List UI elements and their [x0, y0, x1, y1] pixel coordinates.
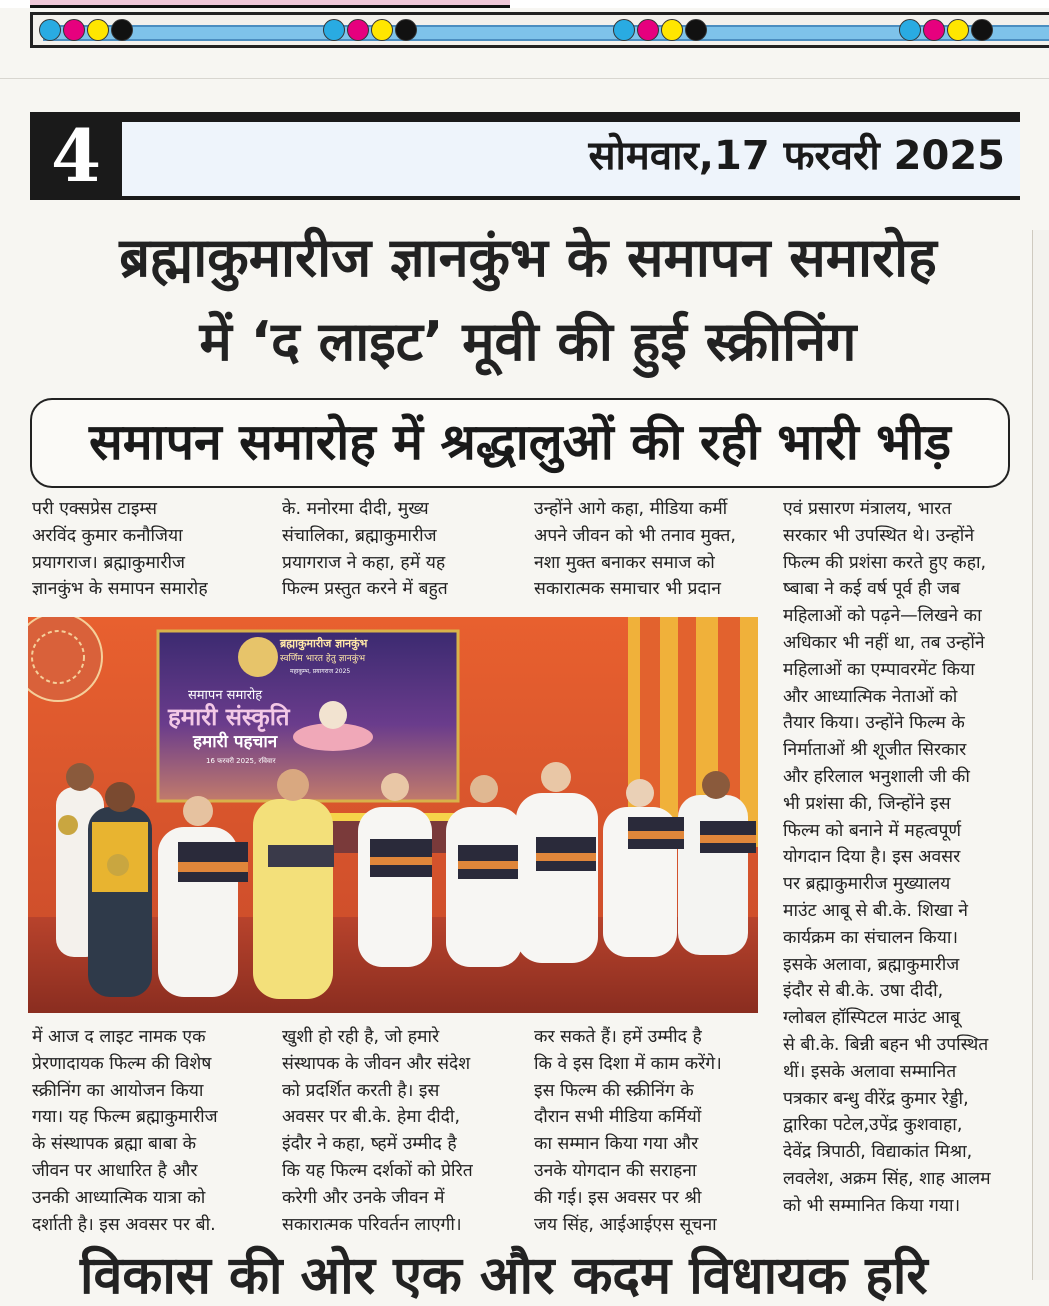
banner-date: 16 फरवरी 2025, रविवार	[206, 757, 276, 765]
text-line: और आध्यात्मिक नेताओं को	[783, 686, 958, 707]
text-line: दर्शाती है। इस अवसर पर बी.	[32, 1214, 216, 1235]
text-line: जीवन पर आधारित है और	[32, 1160, 198, 1181]
article-col3-top	[534, 496, 764, 603]
article-col2-top	[282, 496, 510, 603]
cmyk-dots	[39, 19, 133, 41]
banner-top-text-2: स्वर्णिम भारत हेतु ज्ञानकुंभ	[280, 654, 366, 664]
text-line: सरकार भी उपस्थित थे। उन्होंने	[783, 525, 975, 546]
text-line: तैयार किया। उन्होंने फिल्म के	[783, 713, 965, 734]
text-line: ष्बाबा ने कई वर्ष पूर्व ही जब	[783, 579, 961, 600]
text-line: की गई। इस अवसर पर श्री	[534, 1187, 702, 1208]
text-line: स्क्रीनिंग का आयोजन किया	[32, 1080, 204, 1101]
top-strip	[0, 0, 1049, 8]
text-line: प्रेरणादायक फिल्म की विशेष	[32, 1053, 212, 1074]
text-line: करेगी और उनके जीवन में	[282, 1187, 445, 1208]
cmyk-dots	[899, 19, 993, 41]
text-line: भी प्रशंसा की, जिन्होंने इस	[783, 793, 951, 814]
adjacent-page-edge	[1032, 230, 1049, 1280]
article-col3-bottom	[534, 1024, 764, 1238]
banner-top-text: ब्रह्माकुमारीज ज्ञानकुंभ	[280, 637, 368, 650]
text-line: देवेंद्र त्रिपाठी, विद्याकांत मिश्रा,	[783, 1142, 973, 1163]
text-line: को प्रदर्शित करती है। इस	[282, 1080, 440, 1101]
text-line: संचालिका, ब्रह्माकुमारीज	[282, 525, 437, 546]
headline-line-2: में ‘द लाइट’ मूवी की हुई स्क्रीनिंग	[199, 310, 857, 373]
text-line: इंदौर ने कहा, ष्हमें उम्मीद है	[282, 1134, 457, 1155]
text-line: एवं प्रसारण मंत्रालय, भारत	[783, 499, 952, 519]
text-line: जय सिंह, आईआईएस सूचना	[534, 1214, 717, 1235]
event-photo-illustration	[28, 617, 758, 1013]
text-line: से बी.के. बिन्नी बहन भी उपस्थित	[783, 1034, 989, 1055]
text-line: प्रयागराज। ब्रह्माकुमारीज	[32, 552, 186, 573]
text-line: पर ब्रह्माकुमारीज मुख्यालय	[783, 874, 951, 895]
banner-subtitle: हमारी पहचान	[193, 732, 278, 752]
text-line: कर सकते हैं। हमें उम्मीद है	[534, 1027, 702, 1047]
text-line: संस्थापक के जीवन और संदेश	[282, 1053, 471, 1074]
text-line: दौरान सभी मीडिया कर्मियों	[534, 1107, 702, 1128]
cmyk-dots	[613, 19, 707, 41]
text-line: योगदान दिया है। इस अवसर	[783, 847, 961, 868]
text-line: माउंट आबू से बी.के. शिखा ने	[783, 900, 969, 921]
next-article-headline: विकास की ओर एक और कदम विधायक हरि	[80, 1246, 928, 1306]
text-line: का सम्मान किया गया और	[534, 1134, 699, 1155]
text-line: को भी सम्मानित किया गया।	[783, 1195, 961, 1216]
event-photo	[28, 617, 758, 1013]
text-line: नशा मुक्त बनाकर समाज को	[534, 552, 715, 573]
text-line: प्रयागराज ने कहा, हमें यह	[282, 552, 446, 573]
text-line: फिल्म की प्रशंसा करते हुए कहा,	[783, 552, 987, 573]
registration-bar	[30, 12, 1049, 48]
text-line: गया। यह फिल्म ब्रह्माकुमारीज	[32, 1107, 218, 1128]
text-line: उनके योगदान की सराहना	[534, 1160, 697, 1181]
article-col1-top	[32, 496, 260, 603]
text-line: इस फिल्म की स्क्रीनिंग के	[534, 1080, 694, 1101]
text-line: इंदौर से बी.के. उषा दीदी,	[783, 981, 944, 1002]
text-line: थीं। इसके अलावा सम्मानित	[783, 1061, 957, 1082]
text-line: कि वे इस दिशा में काम करेंगे।	[534, 1053, 722, 1074]
text-line: ग्लोबल हॉस्पिटल माउंट आबू	[783, 1008, 960, 1029]
banner-small-text: समापन समारोह	[188, 688, 263, 703]
text-line: निर्माताओं श्री शूजीत सिरकार	[783, 740, 967, 761]
text-line: अवसर पर बी.के. हेमा दीदी,	[282, 1107, 461, 1128]
page-fold	[0, 78, 1049, 79]
text-line: द्वारिका पटेल,उपेंद्र कुशवाहा,	[783, 1115, 963, 1136]
text-line: के संस्थापक ब्रह्मा बाबा के	[32, 1134, 197, 1155]
article-col4	[783, 496, 1017, 1220]
text-line: ज्ञानकुंभ के समापन समारोह	[32, 579, 208, 600]
issue-date: सोमवार,17 फरवरी 2025	[588, 133, 1005, 179]
banner-title: हमारी संस्कृति	[168, 703, 290, 731]
text-line: कि यह फिल्म दर्शकों को प्रेरित	[282, 1160, 473, 1181]
banner-top-text-3: महाकुम्भ, प्रयागराज 2025	[290, 668, 351, 675]
prev-page-edge	[30, 0, 510, 8]
text-line: उनकी आध्यात्मिक यात्रा को	[32, 1187, 206, 1208]
text-line: में आज द लाइट नामक एक	[32, 1027, 206, 1047]
text-line: फिल्म को बनाने में महत्वपूर्ण	[783, 820, 962, 841]
text-line: पत्रकार बन्धु वीरेंद्र कुमार रेड्डी,	[783, 1088, 969, 1109]
text-line: परी एक्सप्रेस टाइम्स	[32, 499, 157, 519]
article-col1-bottom	[32, 1024, 260, 1238]
text-line: लवलेश, अक्रम सिंह, शाह आलम	[783, 1168, 991, 1189]
page-number: 4	[50, 113, 102, 198]
text-line: इसके अलावा, ब्रह्माकुमारीज	[783, 954, 960, 975]
cmyk-dots	[323, 19, 417, 41]
text-line: और हरिलाल भनुशाली जी की	[783, 766, 970, 787]
text-line: महिलाओं का एम्पावरमेंट किया	[783, 659, 975, 680]
text-line: सकारात्मक परिवर्तन लाएगी।	[282, 1214, 462, 1235]
text-line: महिलाओं को पढ़ने—लिखने का	[783, 606, 982, 627]
text-line: अरविंद कुमार कनौजिया	[32, 525, 183, 546]
text-line: अधिकार भी नहीं था, तब उन्होंने	[783, 632, 985, 653]
text-line: सकारात्मक समाचार भी प्रदान	[534, 579, 721, 600]
text-line: उन्होंने आगे कहा, मीडिया कर्मी	[534, 499, 728, 519]
text-line: अपने जीवन को भी तनाव मुक्त,	[534, 525, 736, 546]
article-col2-bottom	[282, 1024, 510, 1238]
text-line: फिल्म प्रस्तुत करने में बहुत	[282, 579, 448, 600]
text-line: कार्यक्रम का संचालन किया।	[783, 927, 959, 948]
headline-line-1: ब्रह्माकुमारीज ज्ञानकुंभ के समापन समारोह	[119, 226, 937, 289]
subheadline: समापन समारोह में श्रद्धालुओं की रही भारी भीड़	[88, 413, 952, 471]
text-line: खुशी हो रही है, जो हमारे	[282, 1027, 440, 1047]
text-line: के. मनोरमा दीदी, मुख्य	[282, 499, 429, 519]
